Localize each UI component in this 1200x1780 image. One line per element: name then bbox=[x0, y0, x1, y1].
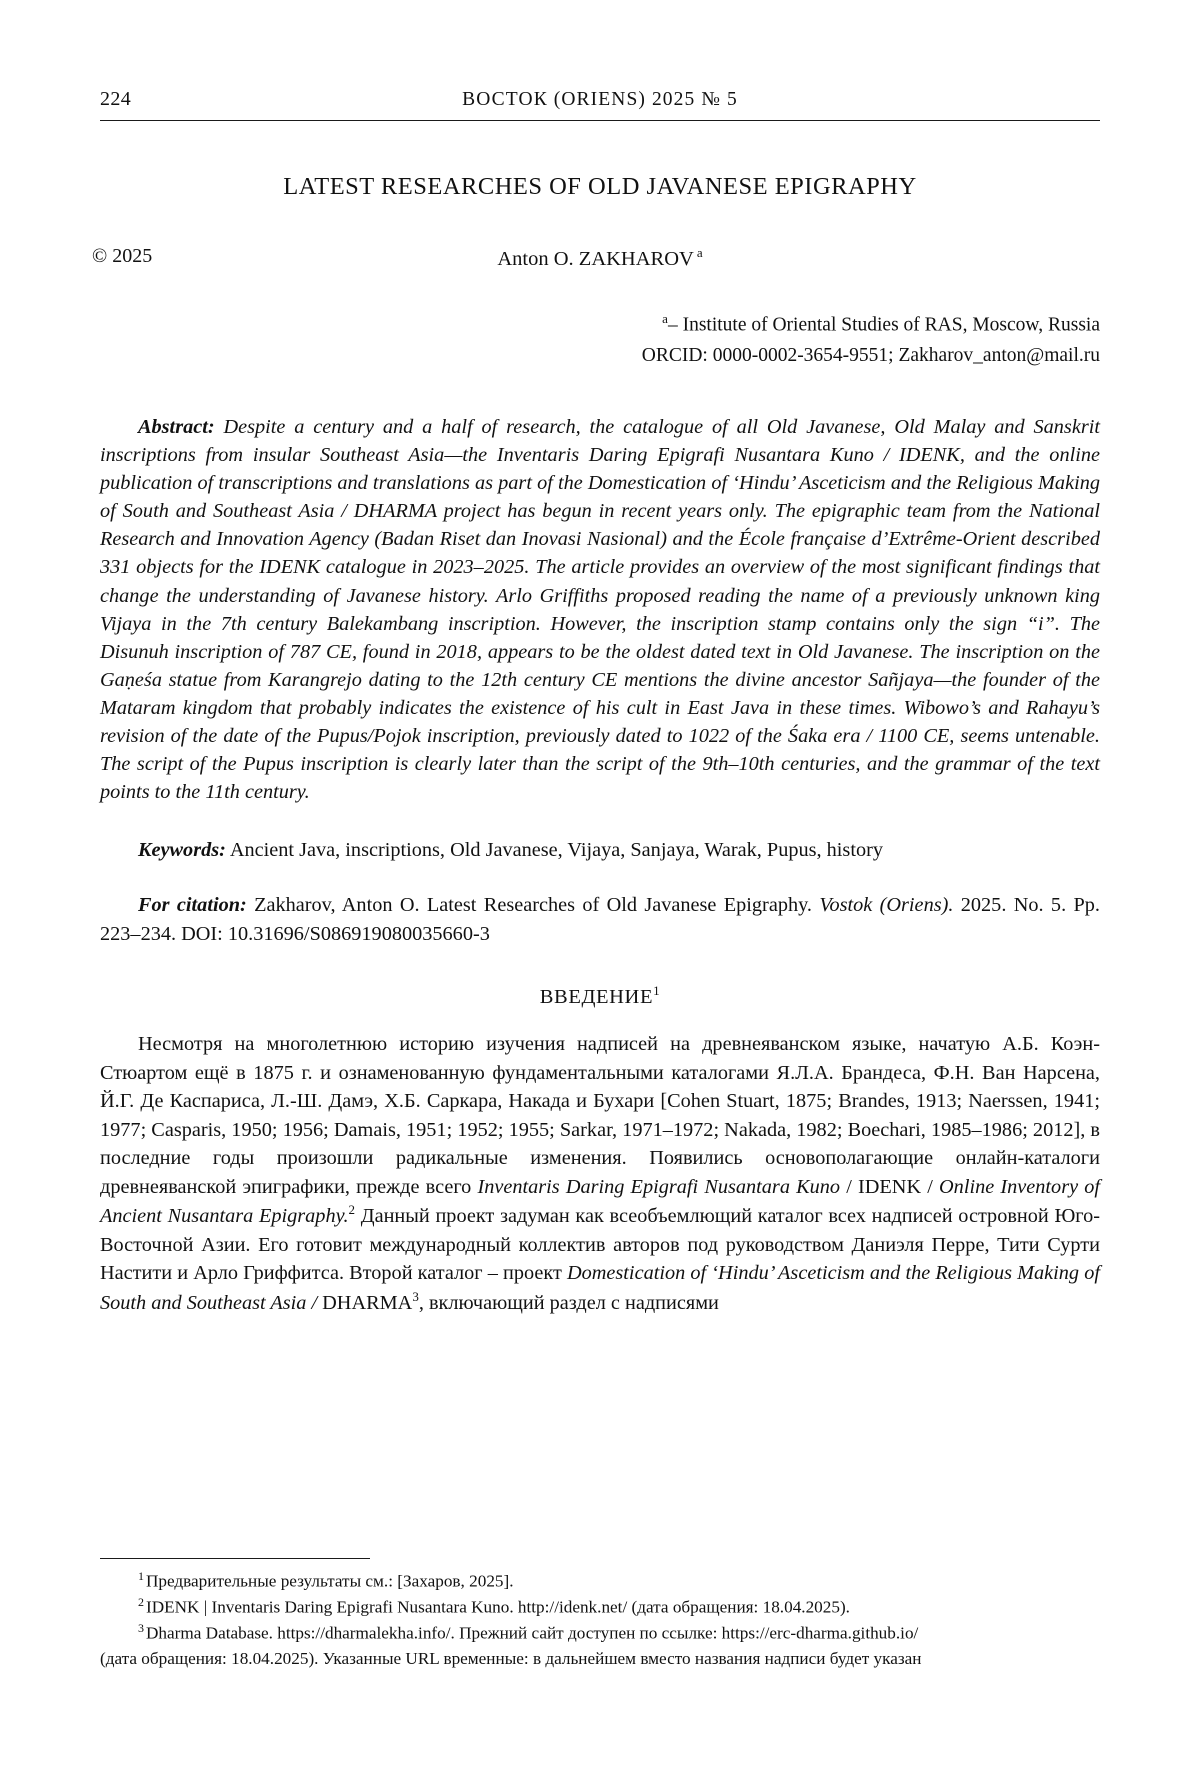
affiliation-text: – Institute of Oriental Studies of RAS, Moscow, Russia bbox=[667, 314, 1100, 336]
affiliation-line bbox=[100, 309, 1100, 341]
author-affiliation-marker: a bbox=[696, 245, 703, 260]
footnote-3-text: Dharma Database. https://dharmalekha.info/. Прежний сайт доступен по ссылке: https://erc-dharma.github.io/ bbox=[146, 1623, 919, 1643]
citation-text-before: Zakharov, Anton O. Latest Researches of Old Javanese Epigraphy. bbox=[246, 893, 820, 916]
body-text-4: DHARMA bbox=[317, 1291, 413, 1314]
footnote-3-marker: 3 bbox=[138, 1620, 144, 1635]
affiliation-block bbox=[100, 309, 1100, 371]
copyright-notice: © 2025 bbox=[92, 245, 153, 267]
footnote-2-text: IDENK | Inventaris Daring Epigrafi Nusantara Kuno. http://idenk.net/ (дата обращения: 18.04.2025). bbox=[146, 1597, 850, 1617]
footnote-marker-3: 3 bbox=[412, 1288, 419, 1304]
for-citation bbox=[100, 891, 1100, 949]
keywords bbox=[100, 836, 1100, 864]
footnote-marker-2: 2 bbox=[348, 1202, 356, 1218]
journal-title: ВОСТОК (ORIENS) 2025 № 5 bbox=[462, 89, 738, 110]
body-italic-dharma-title: Domestication of ‘Hindu’ Asceticism and the Religious Making of South and Southeast Asia / bbox=[100, 1262, 1100, 1314]
citation-label: For citation: bbox=[138, 893, 247, 916]
body-italic-idenk: Inventaris Daring Epigrafi Nusantara Kuno bbox=[477, 1175, 841, 1198]
author-name: Anton O. ZAKHAROV bbox=[497, 247, 694, 270]
abstract bbox=[100, 413, 1100, 807]
running-head bbox=[100, 88, 1100, 121]
author-line bbox=[100, 245, 1100, 271]
footnote-1-text: Предварительные результаты см.: [Захаров, 2025]. bbox=[146, 1572, 514, 1592]
body-text-3: Данный проект задуман как всеобъемлющий каталог всех надписей островной Юго-Восточной Азии. Его готовит международный коллектив авторов под руководством Даниэля Перре, Тити Сурти Настити и Арло Гриффитса. Второй каталог – проект bbox=[100, 1205, 1100, 1285]
footnote-2-marker: 2 bbox=[138, 1595, 144, 1610]
abstract-label: Abstract: bbox=[138, 415, 215, 438]
byline-row bbox=[92, 245, 1100, 273]
body-text-1: Несмотря на многолетнюю историю изучения надписей на древнеяванском языке, начатую А.Б. Коэн-Стюартом ещё в 1875 г. и ознаменованную фундаментальными каталогами Я.Л.А. Брандеса, Ф.Н. Ван Нарсена, Й.Г. Де Каспариса, Л.-Ш. Дамэ, Х.Б. Саркара, Накада и Бухари [Cohen Stuart, 1875; Brandes, 1913; Naerssen, 1941; 1977; Casparis, 1950; 1956; Damais, 1951; 1952; 1955; Sarkar, 1971–1972; Nakada, 1982; Boechari, 1985–1986; 2012], в последние годы произошли радикальные изменения. Появились основополагающие онлайн-каталоги древнеяванской эпиграфики, прежде всего bbox=[100, 1033, 1100, 1198]
page-number: 224 bbox=[100, 88, 132, 110]
abstract-text: Despite a century and a half of research, the catalogue of all Old Javanese, Old Malay and Sanskrit inscriptions from insular Southeast Asia—the Inventaris Daring Epigrafi Nusantara Kuno / IDENK, and the online publication of transcriptions and translations as part of the Domestication of ‘Hindu’ Asceticism and the Religious Making of South and Southeast Asia / DHARMA project has begun in recent years only. The epigraphic team from the National Research and Innovation Agency (Badan Riset dan Inovasi Nasional) and the École française d’Extrême-Orient described 331 objects for the IDENK catalogue in 2023–2025. The article provides an overview of the most significant findings that change the understanding of Javanese history. Arlo Griffiths proposed reading the name of a previously unknown king Vijaya in the 7th century Balekambang inscription. However, the inscription stamp contains only the sign “i”. The Disunuh inscription of 787 CE, found in 2018, appears to be the oldest dated text in Old Javanese. The inscription on the Gaṇeśa statue from Karangrejo dating to the 12th century CE mentions the divine ancestor Sañjaya—the founder of the Mataram kingdom that probably indicates the existence of his cult in East Java in these times. Wibowo’s and Rahayu’s revision of the date of the Pupus/Pojok inscription, previously dated to 1022 of the Śaka era / 1100 CE, seems untenable. The script of the Pupus inscription is clearly later than the script of the 9th–10th centuries, and the grammar of the text points to the 11th century. bbox=[100, 415, 1100, 804]
footnote-separator-rule bbox=[100, 1558, 370, 1559]
footnote-2 bbox=[100, 1594, 1100, 1620]
section-heading-introduction bbox=[100, 983, 1100, 1009]
footnote-1 bbox=[100, 1568, 1100, 1594]
footnote-3 bbox=[100, 1620, 1100, 1646]
body-paragraph-1 bbox=[100, 1030, 1100, 1317]
affiliation-marker: a bbox=[662, 311, 668, 326]
body-italic-online-inventory: Online Inventory of Ancient Nusantara Epigraphy. bbox=[100, 1175, 1101, 1228]
footnote-3-continuation: (дата обращения: 18.04.2025). Указанные URL временные: в дальнейшем вместо названия надписи будет указан bbox=[100, 1648, 922, 1668]
citation-journal: Vostok (Oriens). bbox=[819, 893, 954, 916]
citation-text-after: 2025. No. 5. Pp. 223–234. DOI: 10.31696/S086919080035660-3 bbox=[100, 893, 1100, 945]
page-content bbox=[92, 88, 1101, 1337]
section-heading-text: ВВЕДЕНИЕ bbox=[539, 985, 654, 1008]
keywords-text: Ancient Java, inscriptions, Old Javanese, Vijaya, Sanjaya, Warak, Pupus, history bbox=[225, 839, 883, 862]
body-text-5: , включающий раздел с надписями bbox=[418, 1291, 719, 1314]
footnotes-block bbox=[100, 1558, 1100, 1671]
orcid-line: ORCID: 0000-0002-3654-9551; Zakharov_anton@mail.ru bbox=[641, 344, 1100, 366]
article-title: LATEST RESEARCHES OF OLD JAVANESE EPIGRAPHY bbox=[283, 173, 917, 200]
keywords-label: Keywords: bbox=[138, 839, 226, 862]
footnote-1-marker: 1 bbox=[138, 1569, 144, 1584]
section-footnote-marker: 1 bbox=[653, 982, 661, 998]
body-text-2: / IDENK / bbox=[840, 1175, 940, 1198]
